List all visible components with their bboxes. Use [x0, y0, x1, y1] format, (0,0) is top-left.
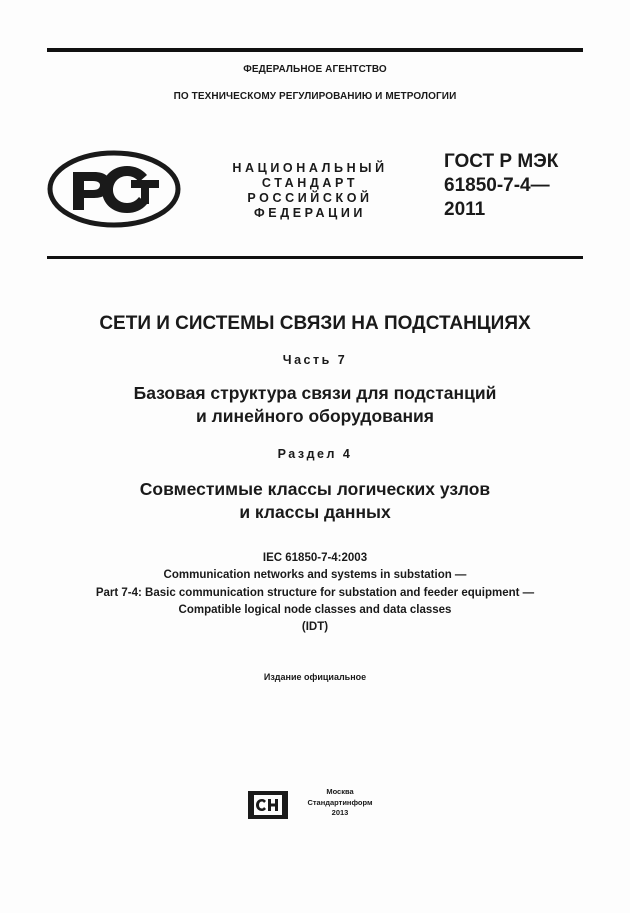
iec-reference	[0, 550, 630, 636]
publisher-name: Стандартинформ	[307, 797, 373, 807]
iec-line-4: Compatible logical node classes and data classes	[178, 603, 452, 616]
standard-type-line-4: ФЕДЕРАЦИИ	[253, 206, 366, 220]
standartinform-logo-icon	[248, 791, 288, 824]
agency-name-line-1: ФЕДЕРАЛЬНОЕ АГЕНТСТВО	[243, 64, 387, 75]
designation-line-1: ГОСТ Р МЭК	[444, 151, 559, 172]
section-title-line-1: Совместимые классы логических узлов	[139, 479, 491, 499]
rst-certification-mark-icon	[47, 150, 181, 233]
document-title: СЕТИ И СИСТЕМЫ СВЯЗИ НА ПОДСТАНЦИЯХ	[99, 313, 531, 334]
part-title	[0, 382, 630, 428]
standard-designation	[444, 150, 558, 222]
publisher-city: Москва	[326, 787, 354, 796]
agency-name-line-2: ПО ТЕХНИЧЕСКОМУ РЕГУЛИРОВАНИЮ И МЕТРОЛОГИИ	[173, 91, 457, 102]
standard-type-line-2: СТАНДАРТ	[261, 176, 359, 190]
part-label: Часть 7	[282, 353, 348, 367]
section-label: Раздел 4	[277, 447, 353, 461]
designation-line-2: 61850-7-4—	[444, 175, 550, 196]
standard-type-line-3: РОССИЙСКОЙ	[247, 191, 373, 205]
publisher-block	[300, 787, 380, 819]
part-title-line-2: и линейного оборудования	[196, 406, 434, 426]
iec-line-1: IEC 61850-7-4:2003	[262, 552, 368, 564]
iec-line-5: (IDT)	[301, 621, 329, 634]
header-separator-rule	[47, 256, 583, 259]
iec-line-2: Communication networks and systems in substation —	[163, 569, 467, 582]
iec-line-3: Part 7-4: Basic communication structure for substation and feeder equipment —	[95, 586, 535, 599]
publisher-year: 2013	[331, 808, 349, 817]
standard-type-line-1: НАЦИОНАЛЬНЫЙ	[232, 161, 388, 175]
edition-note: Издание официальное	[263, 672, 367, 682]
section-title-line-2: и классы данных	[239, 502, 391, 522]
top-rule	[47, 48, 583, 52]
part-title-line-1: Базовая структура связи для подстанций	[133, 383, 497, 403]
standard-type	[222, 161, 398, 221]
designation-line-3: 2011	[444, 199, 486, 220]
section-title	[0, 478, 630, 524]
